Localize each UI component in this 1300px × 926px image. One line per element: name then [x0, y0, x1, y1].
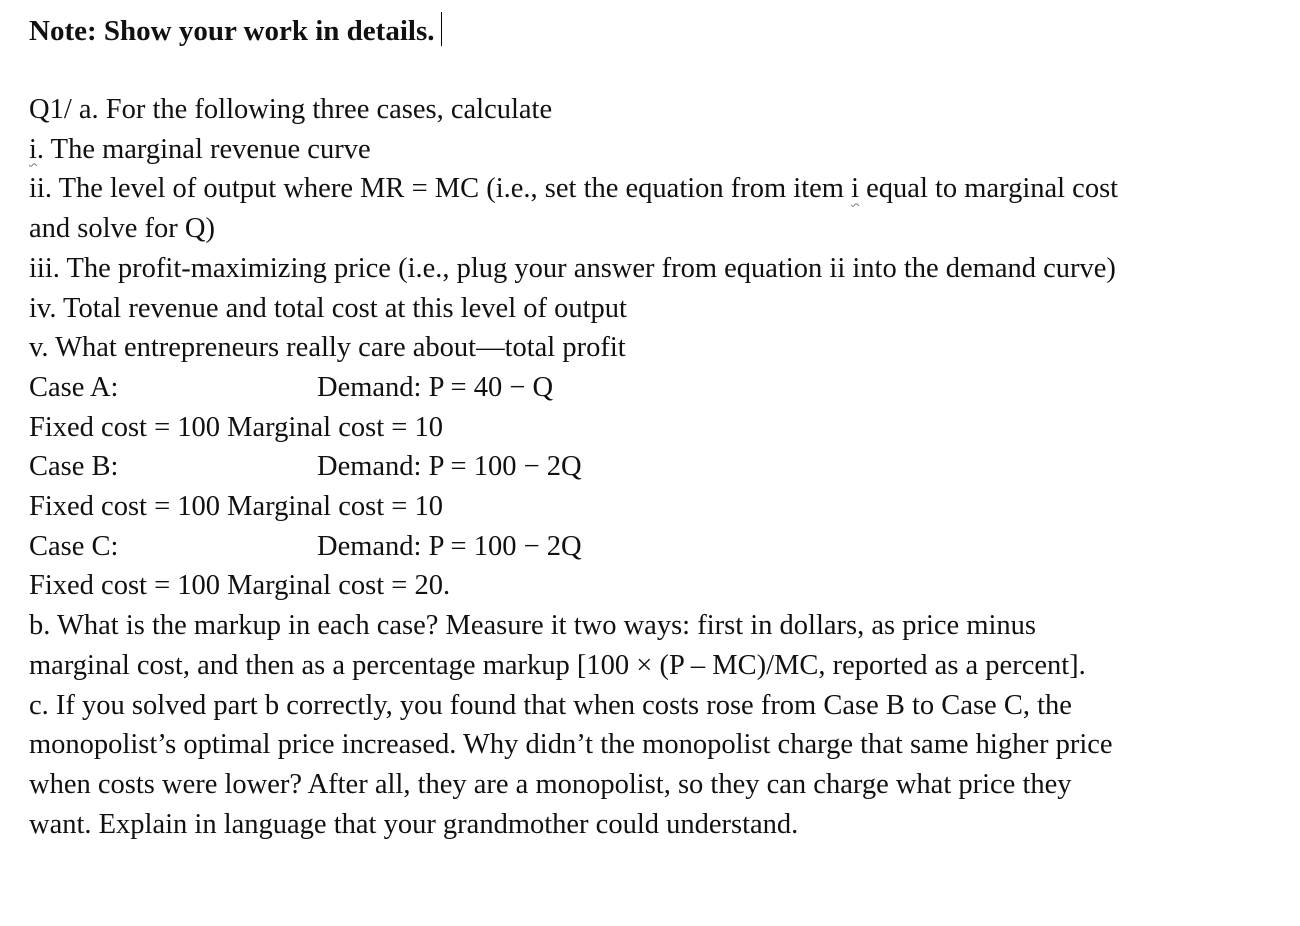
case-b-demand: Demand: P = 100 − 2Q — [317, 451, 582, 483]
item-ii-prefix: ii. The level of output where MR = MC (i.e., set the equation from item — [29, 173, 852, 205]
question-intro: Q1/ a. For the following three cases, calculate — [29, 94, 553, 125]
note-text: Note: Show your work in details. — [29, 15, 435, 47]
part-c-line: monopolist’s optimal price increased. Why didn’t the monopolist charge that same higher price — [29, 729, 1113, 761]
part-c-line: c. If you solved part b correctly, you found that when costs rose from Case B to Case C, the — [29, 689, 1072, 721]
part-c-line: when costs were lower? After all, they are a monopolist, so they can charge what price they — [29, 768, 1072, 800]
item-iii: iii. The profit-maximizing price (i.e., plug your answer from equation ii into the demand curve) — [29, 252, 1116, 284]
case-c-costs: Fixed cost = 100 Marginal cost = 20. — [29, 570, 451, 602]
case-b-label: Case B: — [29, 451, 119, 483]
item-iv: iv. Total revenue and total cost at this level of output — [29, 292, 627, 324]
case-a-costs: Fixed cost = 100 Marginal cost = 10 — [29, 411, 443, 443]
part-c-line: want. Explain in language that your grandmother could understand. — [29, 808, 799, 840]
case-c-label: Case C: — [29, 530, 119, 562]
item-v: v. What entrepreneurs really care about—total profit — [29, 332, 626, 364]
case-b-demand-line — [29, 447, 1279, 487]
case-a-demand-line — [29, 368, 1279, 408]
spellcheck-marked-word: i — [29, 133, 37, 165]
item-ii — [29, 169, 1279, 209]
item-i-text: . The marginal revenue curve — [36, 133, 371, 165]
note-heading — [29, 12, 442, 50]
spellcheck-marked-word: i — [851, 173, 860, 205]
case-c-demand: Demand: P = 100 − 2Q — [317, 530, 582, 562]
case-a-label: Case A: — [29, 371, 119, 403]
item-i — [29, 130, 1279, 170]
item-ii-suffix: equal to marginal cost — [859, 173, 1119, 205]
case-c-demand-line — [29, 527, 1279, 567]
part-b-line: marginal cost, and then as a percentage markup [100 × (P – MC)/MC, reported as a percent]. — [29, 649, 1086, 681]
item-ii-continued: and solve for Q) — [29, 213, 215, 245]
question-body[interactable] — [29, 90, 1279, 844]
part-b-line: b. What is the markup in each case? Measure it two ways: first in dollars, as price minus — [29, 610, 1036, 642]
case-a-demand: Demand: P = 40 − Q — [317, 371, 554, 403]
case-b-costs: Fixed cost = 100 Marginal cost = 10 — [29, 491, 443, 523]
text-cursor — [441, 12, 442, 46]
